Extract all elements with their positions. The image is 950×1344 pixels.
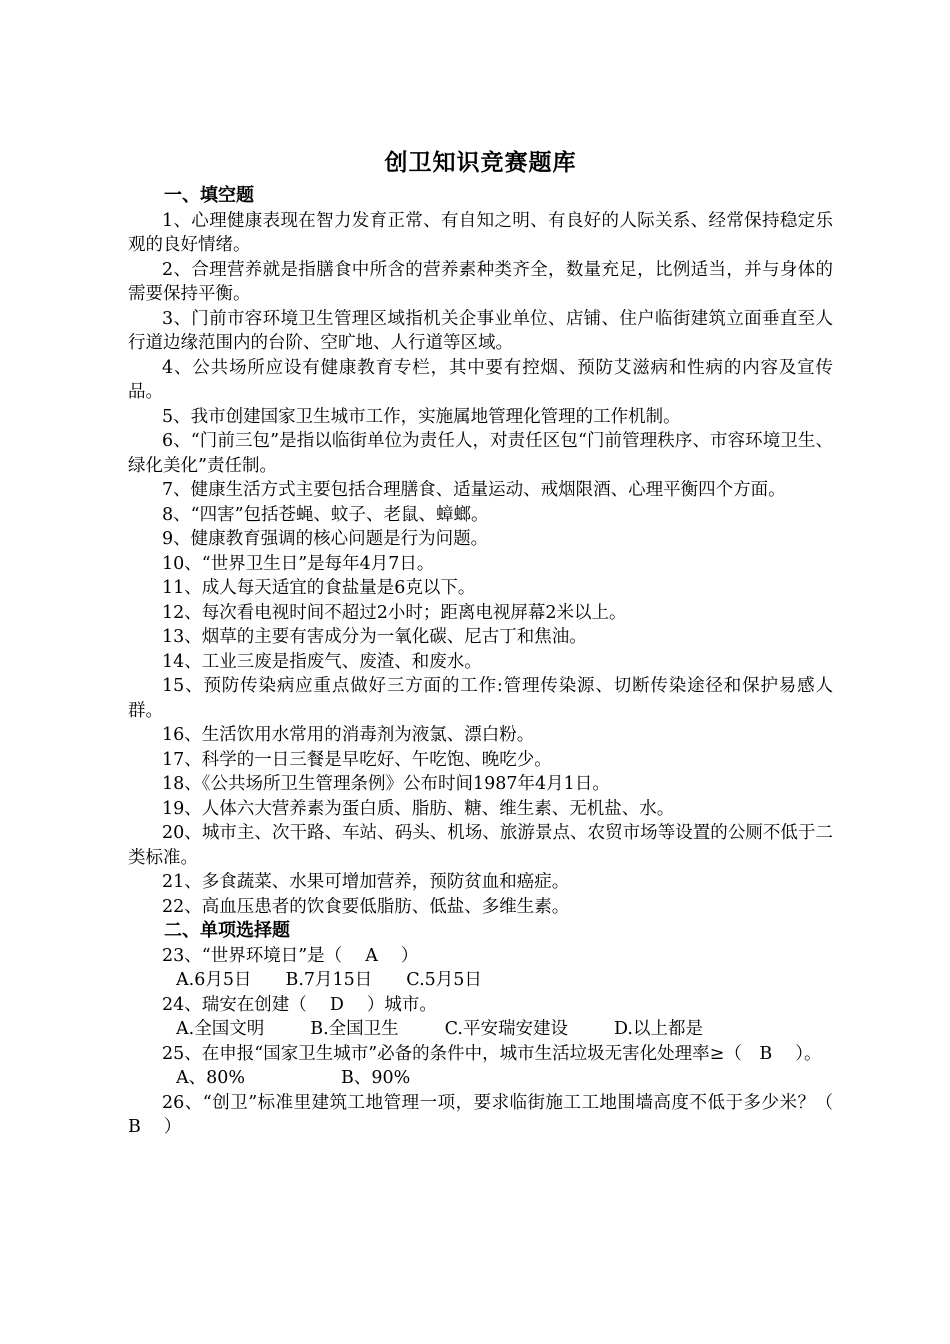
fill-in-list: [128, 209, 833, 920]
answer-options: [128, 1017, 833, 1042]
option-a: A.6月5日: [176, 970, 252, 990]
fill-item-1: 1、心理健康表现在智力发育正常、有自知之明、有良好的人际关系、经常保持稳定乐观的良好情绪。: [128, 210, 833, 255]
question-stem: 24、瑞安在创建（ D ）城市。: [162, 994, 437, 1015]
document-title: 创卫知识竞赛题库: [384, 150, 577, 176]
question-stem: 23、“世界环境日”是（ A ）: [162, 945, 419, 966]
choice-question-23: [128, 944, 833, 993]
answer-options: [128, 968, 833, 993]
fill-item-9: 9、健康教育强调的核心问题是行为问题。: [162, 529, 489, 549]
fill-item-5: 5、我市创建国家卫生城市工作，实施属地管理化管理的工作机制。: [162, 406, 681, 427]
fill-item-16: 16、生活饮用水常用的消毒剂为液氯、漂白粉。: [162, 725, 535, 745]
fill-item-20: 20、城市主、次干路、车站、码头、机场、旅游景点、农贸市场等设置的公厕不低于二类标准。: [128, 823, 833, 868]
option-d: D.以上都是: [613, 1019, 703, 1039]
fill-item-6: 6、“门前三包”是指以临街单位为责任人，对责任区包“门前管理秩序、市容环境卫生、绿化美化”责任制。: [128, 431, 833, 476]
option-b: B.7月15日: [285, 970, 373, 990]
fill-item-7: 7、健康生活方式主要包括合理膳食、适量运动、戒烟限酒、心理平衡四个方面。: [162, 480, 786, 500]
fill-item-13: 13、烟草的主要有害成分为一氧化碳、尼古丁和焦油。: [162, 627, 587, 647]
fill-item-8: 8、“四害”包括苍蝇、蚊子、老鼠、蟑螂。: [162, 504, 489, 525]
fill-item-21: 21、多食蔬菜、水果可增加营养，预防贫血和癌症。: [162, 872, 570, 892]
fill-item-2: 2、合理营养就是指膳食中所含的营养素种类齐全，数量充足，比例适当，并与身体的需要保持平衡。: [128, 259, 833, 304]
option-a: A、80%: [176, 1068, 246, 1088]
fill-item-22: 22、高血压患者的饮食要低脂肪、低盐、多维生素。: [162, 896, 570, 917]
question-stem: 25、在申报“国家卫生城市”必备的条件中，城市生活垃圾无害化处理率≥（ B ）。: [162, 1043, 822, 1064]
fill-item-19: 19、人体六大营养素为蛋白质、脂肪、糖、维生素、无机盐、水。: [162, 798, 675, 819]
fill-item-10: 10、“世界卫生日”是每年4月7日。: [162, 553, 435, 574]
option-b: B、90%: [341, 1068, 411, 1088]
fill-item-15: 15、预防传染病应重点做好三方面的工作:管理传染源、切断传染途径和保护易感人群。: [128, 676, 833, 721]
answer-options: [128, 1066, 833, 1091]
document-content: [128, 148, 851, 1140]
option-a: A.全国文明: [176, 1019, 265, 1039]
option-c: C.5月5日: [406, 970, 482, 990]
choice-question-25: [128, 1042, 833, 1091]
fill-item-3: 3、门前市容环境卫生管理区域指机关企事业单位、店铺、住户临街建筑立面垂直至人行道边缘范围内的台阶、空旷地、人行道等区域。: [128, 308, 833, 353]
choice-question-26: [128, 1091, 851, 1140]
section-heading-fill-in: 一、填空题: [164, 185, 254, 206]
fill-item-18: 18、《公共场所卫生管理条例》公布时间1987年4月1日。: [162, 774, 610, 794]
option-b: B.全国卫生: [310, 1019, 399, 1039]
choice-question-24: [128, 993, 833, 1042]
fill-item-11: 11、成人每天适宜的食盐量是6克以下。: [162, 578, 476, 598]
fill-item-14: 14、工业三废是指废气、废渣、和废水。: [162, 651, 482, 672]
option-c: C.平安瑞安建设: [444, 1019, 568, 1039]
fill-item-17: 17、科学的一日三餐是早吃好、午吃饱、晚吃少。: [162, 749, 552, 770]
fill-item-4: 4、公共场所应设有健康教育专栏，其中要有控烟、预防艾滋病和性病的内容及宣传品。: [128, 357, 833, 402]
fill-item-12: 12、每次看电视时间不超过2小时；距离电视屏幕2米以上。: [162, 602, 627, 623]
section-heading-single-choice: 二、单项选择题: [164, 920, 290, 941]
question-stem: 26、“创卫”标准里建筑工地管理一项，要求临街施工工地围墙高度不低于多少米？（ B ）: [128, 1092, 851, 1137]
